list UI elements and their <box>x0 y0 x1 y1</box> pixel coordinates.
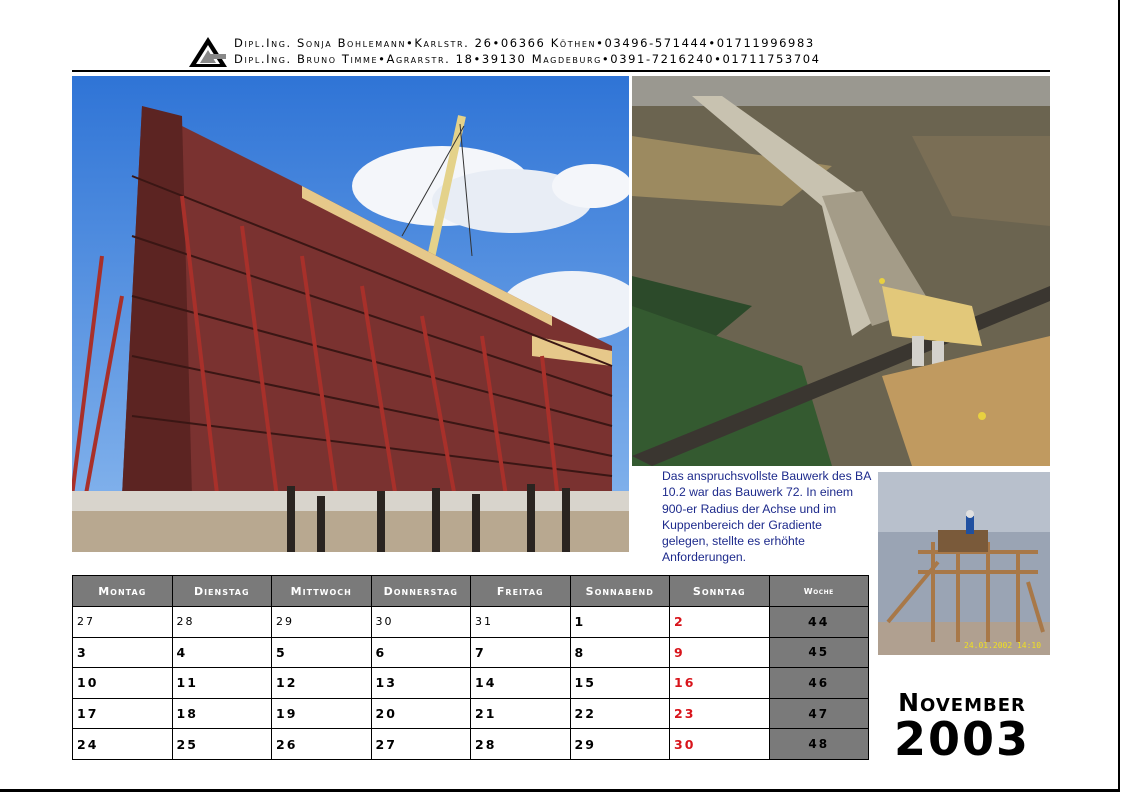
week-number-cell: 45 <box>769 637 869 668</box>
sunday-cell: 2 <box>670 607 770 638</box>
address-line-2: Dipl.Ing. Bruno Timme•Agrarstr. 18•39130 Magdeburg•0391-7216240•01711753704 <box>234 52 821 66</box>
day-cell: 28 <box>172 607 272 638</box>
photo-caption: Das anspruchsvollste Bauwerk des BA 10.2 war das Bauwerk 72. In einem 900-er Radius der Achse und im Kuppenbereich der Gradiente gelegen, stellte es erhöhte Anforderungen. <box>662 469 871 565</box>
header-sonntag: Sonntag <box>670 576 770 607</box>
sunday-cell: 16 <box>670 668 770 699</box>
day-cell: 14 <box>471 668 571 699</box>
header-donnerstag: Donnerstag <box>371 576 471 607</box>
calendar-header-row <box>73 576 869 607</box>
day-cell: 1 <box>570 607 670 638</box>
day-cell: 30 <box>371 607 471 638</box>
year-title: 2003 <box>893 712 1031 766</box>
week-number-cell: 44 <box>769 607 869 638</box>
sunday-cell: 23 <box>670 698 770 729</box>
day-cell: 22 <box>570 698 670 729</box>
formwork-wall-photo <box>72 76 629 552</box>
header-freitag: Freitag <box>471 576 571 607</box>
calendar-week-row <box>73 637 869 668</box>
week-number-cell: 46 <box>769 668 869 699</box>
month-title: November <box>898 688 1026 717</box>
day-cell: 27 <box>371 729 471 760</box>
header-woche: Woche <box>769 576 869 607</box>
day-cell: 7 <box>471 637 571 668</box>
calendar-table <box>72 575 869 760</box>
day-cell: 27 <box>73 607 173 638</box>
sunday-cell: 30 <box>670 729 770 760</box>
sunday-cell: 9 <box>670 637 770 668</box>
header-dienstag: Dienstag <box>172 576 272 607</box>
day-cell: 15 <box>570 668 670 699</box>
header-divider <box>72 70 1050 72</box>
day-cell: 29 <box>272 607 372 638</box>
week-number-cell: 48 <box>769 729 869 760</box>
letterhead <box>188 36 908 70</box>
day-cell: 25 <box>172 729 272 760</box>
day-cell: 12 <box>272 668 372 699</box>
calendar-week-row <box>73 729 869 760</box>
header-mittwoch: Mittwoch <box>272 576 372 607</box>
day-cell: 17 <box>73 698 173 729</box>
day-cell: 11 <box>172 668 272 699</box>
calendar-week-row <box>73 607 869 638</box>
day-cell: 3 <box>73 637 173 668</box>
day-cell: 10 <box>73 668 173 699</box>
company-logo-icon <box>188 36 228 68</box>
day-cell: 21 <box>471 698 571 729</box>
scaffold-worker-photo <box>878 472 1050 655</box>
day-cell: 5 <box>272 637 372 668</box>
header-sonnabend: Sonnabend <box>570 576 670 607</box>
day-cell: 19 <box>272 698 372 729</box>
aerial-highway-bridge-photo <box>632 76 1050 466</box>
day-cell: 13 <box>371 668 471 699</box>
day-cell: 20 <box>371 698 471 729</box>
day-cell: 6 <box>371 637 471 668</box>
calendar-week-row <box>73 668 869 699</box>
day-cell: 24 <box>73 729 173 760</box>
day-cell: 18 <box>172 698 272 729</box>
day-cell: 26 <box>272 729 372 760</box>
day-cell: 8 <box>570 637 670 668</box>
day-cell: 4 <box>172 637 272 668</box>
day-cell: 28 <box>471 729 571 760</box>
week-number-cell: 47 <box>769 698 869 729</box>
day-cell: 31 <box>471 607 571 638</box>
day-cell: 29 <box>570 729 670 760</box>
address-line-1: Dipl.Ing. Sonja Bohlemann•Karlstr. 26•06366 Köthen•03496-571444•01711996983 <box>234 36 815 50</box>
header-montag: Montag <box>73 576 173 607</box>
photo-timestamp: 24.01.2002 14:10 <box>964 641 1042 650</box>
calendar-week-row <box>73 698 869 729</box>
